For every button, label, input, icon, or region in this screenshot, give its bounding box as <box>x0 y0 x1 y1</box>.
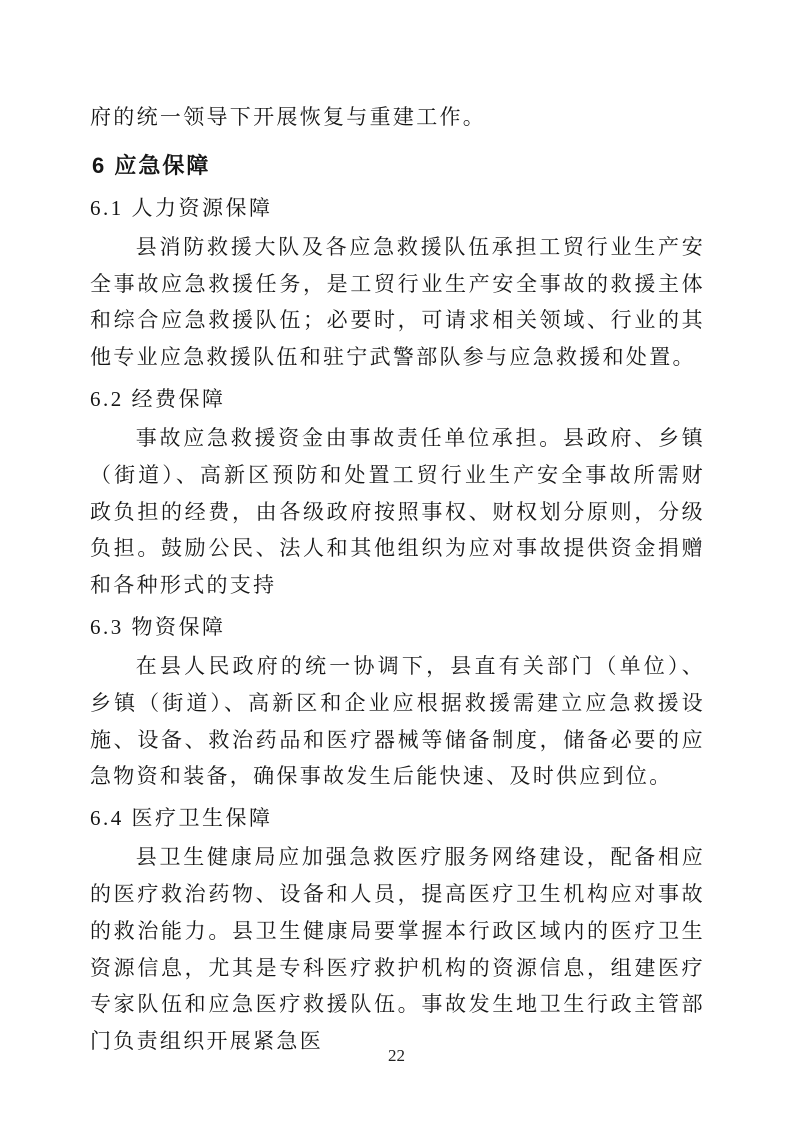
paragraph-6-2: 事故应急救援资金由事故责任单位承担。县政府、乡镇（街道）、高新区预防和处置工贸行业生产安全事故所需财政负担的经费，由各级政府按照事权、财权划分原则，分级负担。鼓励公民、法人和其他组织为应对事故提供资金捐赠和各种形式的支持 <box>90 425 705 598</box>
paragraph-6-1: 县消防救援大队及各应急救援队伍承担工贸行业生产安全事故应急救援任务，是工贸行业生产安全事故的救援主体和综合应急救援队伍；必要时，可请求相关领域、行业的其他专业应急救援队伍和驻宁武警部队参与应急救援和处置。 <box>90 234 705 370</box>
paragraph-6-3: 在县人民政府的统一协调下，县直有关部门（单位）、乡镇（街道）、高新区和企业应根据救援需建立应急救援设施、设备、救治药品和医疗器械等储备制度，储备必要的应急物资和装备，确保事故发生后能快速、及时供应到位。 <box>90 653 705 789</box>
subsection-heading-6-3: 6.3 物资保障 <box>90 614 226 639</box>
paragraph-continuation: 府的统一领导下开展恢复与重建工作。 <box>90 105 487 129</box>
chapter-heading-6: 6 应急保障 <box>92 152 211 178</box>
page-number: 22 <box>388 1046 405 1065</box>
subsection-heading-6-1: 6.1 人力资源保障 <box>90 195 273 220</box>
paragraph-6-4: 县卫生健康局应加强急救医疗服务网络建设，配备相应的医疗救治药物、设备和人员，提高医疗卫生机构应对事故的救治能力。县卫生健康局要掌握本行政区域内的医疗卫生资源信息，尤其是专科医疗救护机构的资源信息，组建医疗专家队伍和应急医疗救援队伍。事故发生地卫生行政主管部门负责组织开展紧急医 <box>90 845 705 1054</box>
subsection-heading-6-2: 6.2 经费保障 <box>90 386 226 411</box>
subsection-heading-6-4: 6.4 医疗卫生保障 <box>90 806 273 831</box>
